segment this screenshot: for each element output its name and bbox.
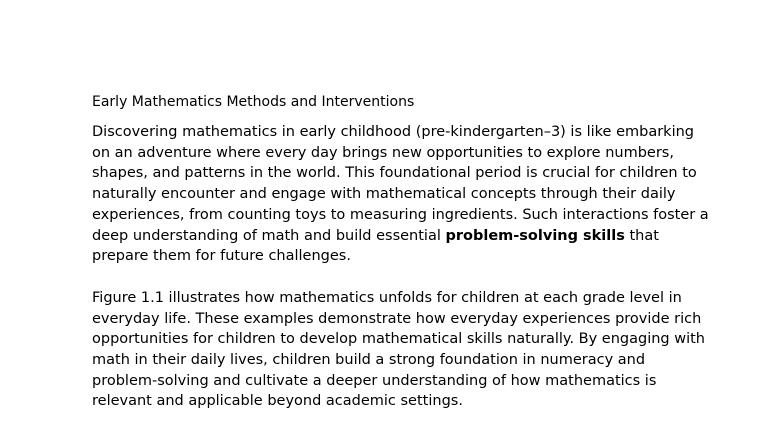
paragraph-intro-text-before: Discovering mathematics in early childhood (pre-kindergarten–3) is like embarking on an adventure where every day brings new opportunities to explore numbers, shapes, and patterns in the world. This foundational period is crucial for children to naturally encounter and engage with mathematical concepts through their daily experiences, from counting toys to measuring ingredients. Such interactions foster a deep understanding of math and build essential — [92, 124, 709, 244]
paragraph-figure-description: Figure 1.1 illustrates how mathematics unfolds for children at each grade level in everyday life. These examples demonstrate how everyday experiences provide rich opportunities for children to develop mathematical skills naturally. By engaging with math in their daily lives, children build a strong foundation in numeracy and problem-solving and cultivate a deeper understanding of how mathematics is relevant and applicable beyond academic settings. — [92, 289, 705, 410]
paragraph-intro-text-after: that prepare them for future challenges. — [92, 227, 659, 265]
paragraph-intro — [92, 122, 712, 267]
document-title: Early Mathematics Methods and Interventions — [92, 94, 415, 110]
bold-phrase-problem-solving: problem-solving skills — [445, 227, 625, 244]
document-body — [92, 92, 712, 412]
